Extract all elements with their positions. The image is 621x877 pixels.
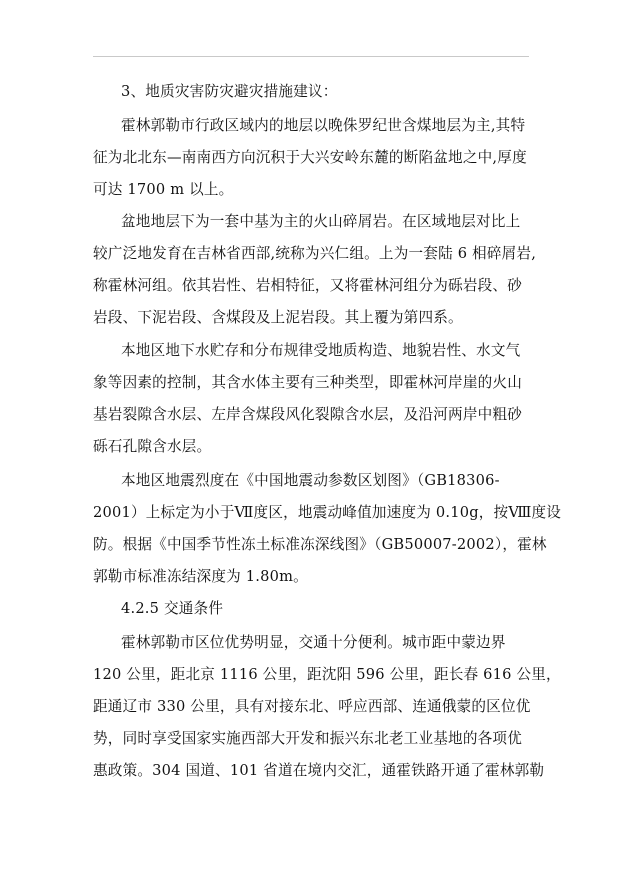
paragraph-line: 郭勒市标准冻结深度为 1.80m。: [93, 568, 308, 585]
paragraph-line: 惠政策。304 国道、101 省道在境内交汇，通霍铁路开通了霍林郭勒: [93, 762, 545, 779]
paragraph-line: 防。根据《中国季节性冻土标准冻深线图》（GB50007-2002），霍林: [93, 536, 547, 553]
section-heading-transport: 4.2.5 交通条件: [121, 600, 224, 617]
paragraph-line: 霍林郭勒市行政区域内的地层以晚侏罗纪世含煤地层为主,其特: [121, 117, 526, 134]
paragraph-line: 霍林郭勒市区位优势明显，交通十分便利。城市距中蒙边界: [121, 634, 506, 651]
header-rule: [93, 56, 529, 57]
paragraph-line: 盆地地层下为一套中基为主的火山碎屑岩。在区域地层对比上: [121, 213, 521, 230]
paragraph-line: 基岩裂隙含水层、左岸含煤段风化裂隙含水层，及沿河两岸中粗砂: [93, 406, 523, 423]
paragraph-line: 120 公里，距北京 1116 公里，距沈阳 596 公里，距长春 616 公里，: [93, 666, 561, 683]
paragraph-line: 岩段、下泥岩段、含煤段及上泥岩段。其上覆为第四系。: [93, 309, 463, 326]
paragraph-line: 本地区地震烈度在《中国地震动参数区划图》（GB18306-: [121, 472, 500, 489]
paragraph-line: 距通辽市 330 公里，具有对接东北、呼应西部、连通俄蒙的区位优: [93, 698, 531, 715]
paragraph-line: 称霍林河组。依其岩性、岩相特征，又将霍林河组分为砾岩段、砂: [93, 277, 523, 294]
paragraph-line: 砾石孔隙含水层。: [93, 438, 212, 455]
paragraph-line: 势，同时享受国家实施西部大开发和振兴东北老工业基地的各项优: [93, 730, 523, 747]
paragraph-line: 象等因素的控制，其含水体主要有三种类型，即霍林河岸崖的火山: [93, 374, 523, 391]
paragraph-line: 较广泛地发育在吉林省西部,统称为兴仁组。上为一套陆 6 相碎屑岩,: [93, 245, 537, 262]
paragraph-line: 本地区地下水贮存和分布规律受地质构造、地貌岩性、水文气: [121, 342, 521, 359]
paragraph-line: 征为北北东—南南西方向沉积于大兴安岭东麓的断陷盆地之中,厚度: [93, 149, 527, 166]
paragraph-line: 2001）上标定为小于Ⅶ度区，地震动峰值加速度为 0.10g，按Ⅷ度设: [93, 504, 562, 521]
heading-geohazard-measures: 3、地质灾害防灾避灾措施建议：: [121, 83, 338, 100]
paragraph-line: 可达 1700 m 以上。: [93, 181, 234, 198]
